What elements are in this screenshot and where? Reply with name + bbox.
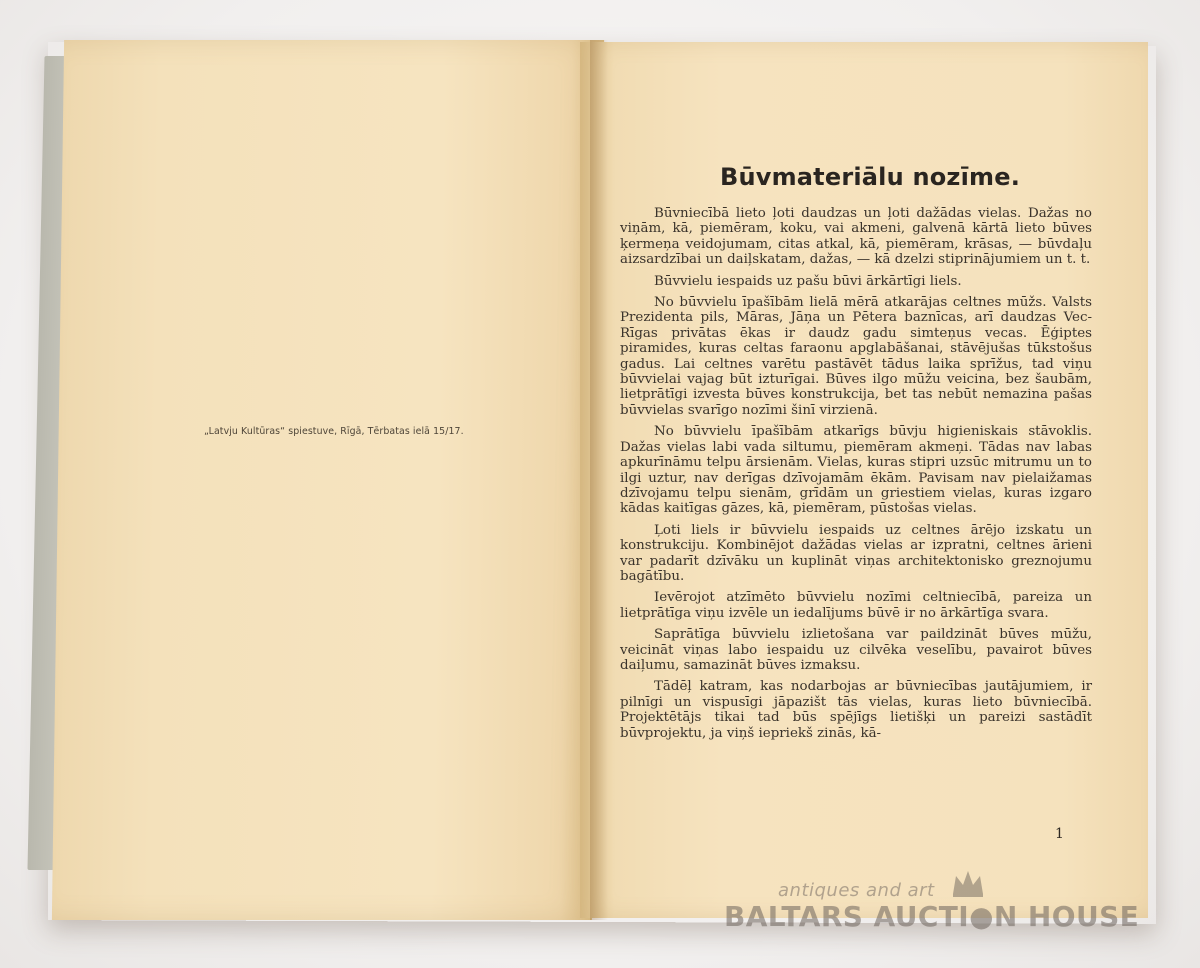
page-number: 1 — [1055, 826, 1064, 842]
paragraph: No būvvielu īpašībām lielā mērā atkarājas celtnes mūžs. Valsts Prezidenta pils, Māras, Jāņa un Pētera baznīcas, arī daudzas Vec-Rīgas privātas ēkas ir daudz gadu simteņus vecas. Ēģiptes piramides, kuras celtas faraonu apglabāšanai, stāvējušas tūkstošus gadus. Lai celtnes varētu pastāvēt tādus laika sprīžus, tad viņu būvvielai vajag būt izturīgai. Būves ilgo mūžu veicina, bez šaubām, lietprātīgi izvesta būves konstrukcija, bet tas nebūt nemazina pašas būvvielas svarīgo nozīmi šinī virzienā. — [620, 295, 1092, 418]
paragraph: Saprātīga būvvielu izlietošana var paildzināt būves mūžu, veicināt viņas labo iespaidu uz cilvēka veselību, pavairot būves daiļumu, samazināt būves izmaksu. — [620, 627, 1092, 673]
paragraph: No būvvielu īpašībām atkarīgs būvju higieniskais stāvoklis. Dažas vielas labi vada siltumu, piemēram akmeņi. Tādas nav labas apkurīnāmu telpu ārsienām. Vielas, kuras stipri uzsūc mitrumu un to ilgi uztur, nav derīgas dzīvojamām ēkām. Pavisam nav pielaižamas dzīvojamu telpu sienām, grīdām un griestiem vielas, kuras izgaro kādas kaitīgas gāzes, kā, piemēram, pūstošas vielas. — [620, 424, 1092, 517]
watermark-brand: BALTARS AUCTI●N HOUSE — [724, 900, 1140, 933]
watermark-tagline: antiques and art — [778, 880, 935, 901]
paragraph: Ievērojot atzīmēto būvvielu nozīmi celtniecībā, pareiza un lietprātīga viņu izvēle un iedalījums būvē ir no ārkārtīga svara. — [620, 590, 1092, 621]
printer-imprint: „Latvju Kultūras“ spiestuve, Rīgā, Tērbatas ielā 15/17. — [204, 426, 464, 437]
paragraph: Būvniecībā lieto ļoti daudzas un ļoti dažādas vielas. Dažas no viņām, kā, piemēram, koku, vai akmeni, galvenā kārtā lieto būves ķermeņa veidojumam, citas atkal, kā, piemēram, krāsas, — būvdaļu aizsardzībai un daiļskatam, dažas, — kā dzelzi stiprinājumiem un t. t. — [620, 206, 1092, 268]
paragraph: Ļoti liels ir būvvielu iespaids uz celtnes ārējo izskatu un konstrukciju. Kombinējot dažādas vielas ar izpratni, celtnes ārieni var padarīt dzīvāku un kuplināt viņas architektonisko greznojumu bagātību. — [620, 522, 1092, 584]
paragraph: Būvvielu iespaids uz pašu būvi ārkārtīgi liels. — [654, 273, 962, 289]
page-title: Būvmateriālu nozīme. — [719, 163, 1021, 191]
crown-icon — [950, 868, 986, 898]
body-text — [620, 206, 1092, 747]
left-page — [52, 40, 604, 920]
paragraph: Tādēļ katram, kas nodarbojas ar būvniecības jautājumiem, ir pilnīgi un vispusīgi jāpazišt tās vielas, kuras lieto būvniecībā. Projektētājs tikai tad būs spējīgs lietišķi un pareizi sastādīt būvprojektu, ja viņš iepriekš zinās, kā- — [620, 679, 1092, 741]
book-gutter — [590, 40, 608, 920]
